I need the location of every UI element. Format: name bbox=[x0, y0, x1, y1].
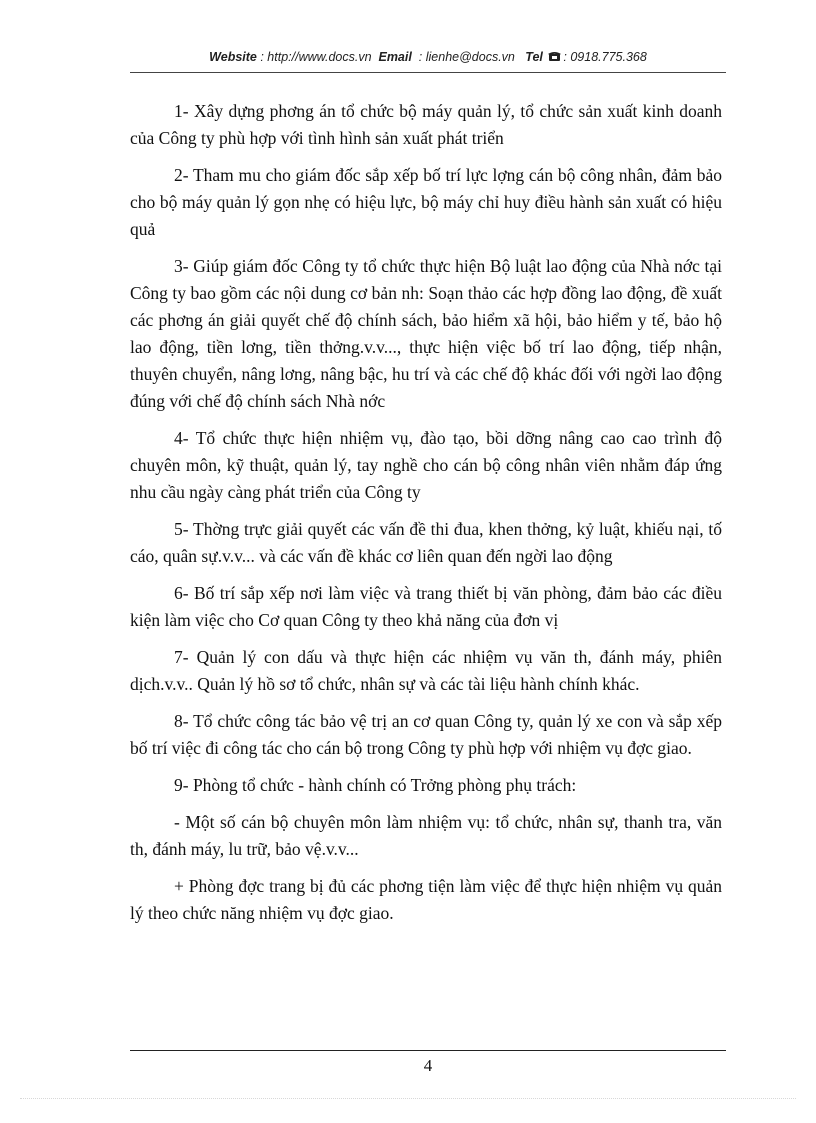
paragraph-6: 6- Bố trí sắp xếp nơi làm việc và trang thiết bị văn phòng, đảm bảo các điều kiện làm việc cho Cơ quan Công ty theo khả năng của đơn vị bbox=[130, 583, 722, 630]
document-body bbox=[130, 98, 722, 937]
website-label: Website bbox=[209, 50, 257, 64]
paragraph-9: 9- Phòng tổ chức - hành chính có Trởng phòng phụ trách: bbox=[174, 775, 577, 795]
paragraph-4: 4- Tổ chức thực hiện nhiệm vụ, đào tạo, bồi dỡng nâng cao cao trình độ chuyên môn, kỹ thuật, quản lý, tay nghề cho cán bộ công nhân viên nhằm đáp ứng nhu cầu ngày càng phát triển của Công ty bbox=[130, 428, 722, 502]
email-label: Email bbox=[378, 50, 412, 64]
phone-icon bbox=[548, 51, 561, 62]
paragraph-7: 7- Quản lý con dấu và thực hiện các nhiệm vụ văn th, đánh máy, phiên dịch.v.v.. Quản lý hồ sơ tổ chức, nhân sự và các tài liệu hành chính khác. bbox=[130, 647, 722, 694]
page-edge-line bbox=[20, 1098, 796, 1099]
paragraph-1: 1- Xây dựng phơng án tổ chức bộ máy quản lý, tổ chức sản xuất kinh doanh của Công ty phù hợp với tình hình sản xuất phát triển bbox=[130, 101, 722, 148]
page-header bbox=[130, 50, 726, 64]
paragraph-10: - Một số cán bộ chuyên môn làm nhiệm vụ: tổ chức, nhân sự, thanh tra, văn th, đánh máy, lu trữ, bảo vệ.v.v... bbox=[130, 812, 722, 859]
paragraph-5: 5- Thờng trực giải quyết các vấn đề thi đua, khen thởng, kỷ luật, khiếu nại, tố cáo, quân sự.v.v... và các vấn đề khác cơ liên quan đến ngời lao động bbox=[130, 519, 722, 566]
page-number: 4 bbox=[423, 1056, 433, 1075]
footer-divider bbox=[130, 1050, 726, 1051]
tel-label: Tel bbox=[525, 50, 543, 64]
email-value: : lienhe@docs.vn bbox=[418, 50, 515, 64]
paragraph-11: + Phòng đợc trang bị đủ các phơng tiện làm việc để thực hiện nhiệm vụ quản lý theo chức năng nhiệm vụ đợc giao. bbox=[130, 876, 722, 923]
tel-value: : 0918.775.368 bbox=[563, 50, 647, 64]
header-divider bbox=[130, 72, 726, 73]
website-value: : http://www.docs.vn bbox=[260, 50, 372, 64]
paragraph-2: 2- Tham mu cho giám đốc sắp xếp bố trí lực lợng cán bộ công nhân, đảm bảo cho bộ máy quản lý gọn nhẹ có hiệu lực, bộ máy chỉ huy điều hành sản xuất có hiệu quả bbox=[130, 165, 722, 239]
paragraph-3: 3- Giúp giám đốc Công ty tổ chức thực hiện Bộ luật lao động của Nhà nớc tại Công ty bao gồm các nội dung cơ bản nh: Soạn thảo các hợp đồng lao động, đề xuất các phơng án giải quyết chế độ chính sách, bảo hiểm xã hội, bảo hiểm y tế, bảo hộ lao động, tiền lơng, tiền thởng.v.v..., thực hiện việc bố trí lao động, tiếp nhận, thuyên chuyển, nâng lơng, nâng bậc, hu trí và các chế độ khác đối với ngời lao động đúng với chế độ chính sách Nhà nớc bbox=[130, 256, 722, 411]
paragraph-8: 8- Tổ chức công tác bảo vệ trị an cơ quan Công ty, quản lý xe con và sắp xếp bố trí việc đi công tác cho cán bộ trong Công ty phù hợp với nhiệm vụ đợc giao. bbox=[130, 711, 722, 758]
